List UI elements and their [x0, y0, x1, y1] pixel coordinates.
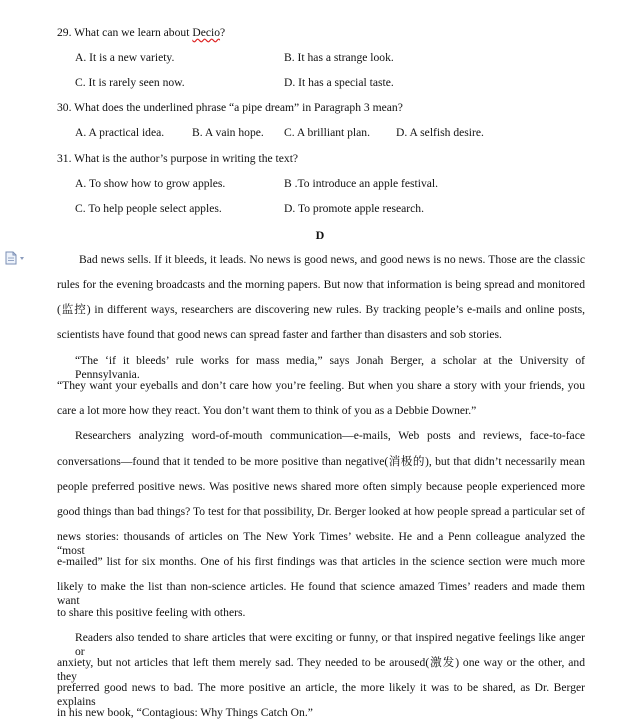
passage-line: (监控) in different ways, researchers are discovering new rules. By tracking people’s e-mails and online posts,	[57, 303, 585, 316]
passage-line: Researchers analyzing word-of-mouth communication—e-mails, Web posts and reviews, face-to-face	[75, 429, 585, 442]
passage-line: preferred good news to bad. The more positive an article, the more likely it was to be shared, as Dr. Berger explains	[57, 681, 585, 708]
q31-option-c: C. To help people select apples.	[75, 202, 222, 215]
passage-line: people preferred positive news. Was positive news shared more often simply because people experienced more	[57, 480, 585, 493]
passage-line: anxiety, but not articles that left them merely sad. They needed to be aroused(激发) one way or the other, and they	[57, 656, 585, 683]
q29-option-c: C. It is rarely seen now.	[75, 76, 185, 89]
question-31-stem: 31. What is the author’s purpose in writing the text?	[57, 152, 299, 165]
passage-line: rules for the evening broadcasts and the morning papers. But now that information is being spread and monitored	[57, 278, 585, 291]
passage-line: e-mailed” list for six months. One of his first findings was that articles in the science section were much more	[57, 555, 585, 568]
passage-line: news stories: thousands of articles on The New York Times’ website. He and a Penn colleague analyzed the “most	[57, 530, 585, 557]
passage-line: Bad news sells. If it bleeds, it leads. No news is good news, and good news is no news. Those are the classic	[79, 253, 585, 266]
passage-line: scientists have found that good news can spread faster and farther than disasters and sob stories.	[57, 328, 502, 341]
q29-option-d: D. It has a special taste.	[284, 76, 394, 89]
q29-option-a: A. It is a new variety.	[75, 51, 175, 64]
passage-line: to share this positive feeling with others.	[57, 606, 246, 619]
passage-line: “The ‘if it bleeds’ rule works for mass media,” says Jonah Berger, a scholar at the University of Pennsylvania.	[75, 354, 585, 381]
q31-option-d: D. To promote apple research.	[284, 202, 424, 215]
q30-option-d: D. A selfish desire.	[396, 126, 484, 139]
passage-line: likely to make the list than non-science articles. He found that science amazed Times’ readers and made them want	[57, 580, 585, 607]
passage-line: care a lot more how they react. You don’t want them to think of you as a Debbie Downer.”	[57, 404, 477, 417]
q30-option-b: B. A vain hope.	[192, 126, 264, 139]
question-30-stem: 30. What does the underlined phrase “a pipe dream” in Paragraph 3 mean?	[57, 101, 403, 114]
passage-line: Readers also tended to share articles that were exciting or funny, or that inspired negative feelings like anger or	[75, 631, 585, 658]
passage-line: in his new book, “Contagious: Why Things Catch On.”	[57, 706, 313, 719]
question-29-stem: 29. What can we learn about Decio?	[57, 26, 226, 39]
q31-option-a: A. To show how to grow apples.	[75, 177, 226, 190]
section-heading: D	[315, 228, 325, 242]
passage-line: good things than bad things? To test for that possibility, Dr. Berger looked at how people spread a particular set of	[57, 505, 585, 518]
q29-option-b: B. It has a strange look.	[284, 51, 394, 64]
passage-line: conversations—found that it tended to be more positive than negative(消极的), but that didn’t necessarily mean	[57, 455, 585, 468]
passage-line: “They want your eyeballs and don’t care how you’re feeling. But when you share a story with your friends, you	[57, 379, 585, 392]
document-comment-icon[interactable]	[4, 251, 26, 265]
q30-option-c: C. A brilliant plan.	[284, 126, 370, 139]
spellcheck-word: Decio	[192, 26, 221, 39]
q30-option-a: A. A practical idea.	[75, 126, 165, 139]
q31-option-b: B .To introduce an apple festival.	[284, 177, 439, 190]
